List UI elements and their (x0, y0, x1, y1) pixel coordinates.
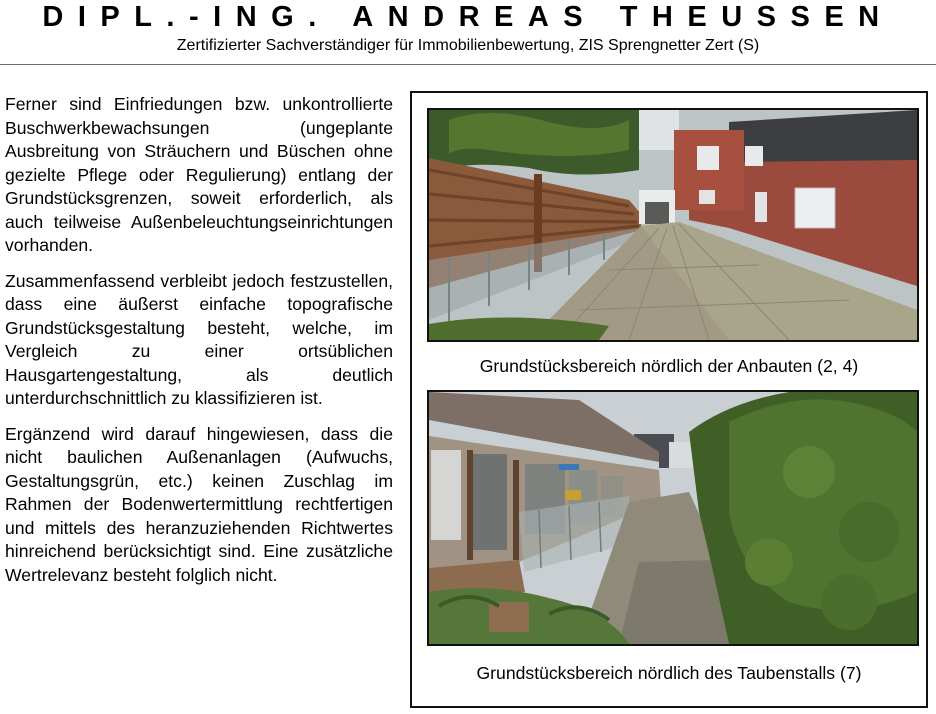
letterhead-name: DIPL.-ING. ANDREAS THEUSSEN (42, 1, 894, 33)
paragraph-3: Ergänzend wird darauf hingewiesen, dass die nicht baulichen Außenanlagen (Aufwuchs, Gestaltungsgrün, etc.) keinen Zuschlag im Rahmen der Bodenwertermittlung rechtfertigen und mittels des heranzuziehenden Richtwertes hinreichend berücksichtigt sind. Eine zusätzliche Wertrelevanz besteht folglich nicht. (5, 423, 393, 585)
letterhead (0, 0, 936, 66)
paragraph-1: Ferner sind Einfriedungen bzw. unkontrollierte Buschwerkbewachsungen (ungeplante Ausbreitung von Sträuchern und Büschen ohne gezielte Pflege oder Regulierung) entlang der Grundstücksgrenzen, soweit erforderlich, als auch teilweise Außenbeleuchtungseinrichtungen vorhanden. (5, 94, 393, 255)
photo-taubenstall (427, 390, 919, 646)
photo-panel (410, 91, 928, 708)
photo-courtyard-anbauten (427, 108, 919, 342)
photo-caption-1: Grundstücksbereich nördlich der Anbauten (2, 4) (479, 356, 859, 376)
body-text (5, 93, 393, 599)
paragraph-2: Zusammenfassend verbleibt jedoch festzustellen, dass eine äußerst einfache topografische Grundstücksgestaltung besteht, welche, im Vergleich zu einer ortsüblichen Hausgartengestaltung, als deutlich unterdurchschnittlich zu klassifizieren ist. (5, 270, 393, 408)
letterhead-subtitle: Zertifizierter Sachverständiger für Immobilienbewertung, ZIS Sprengnetter Zert (S) (176, 37, 760, 54)
photo-caption-2: Grundstücksbereich nördlich des Taubenstalls (7) (476, 663, 862, 683)
letterhead-divider (0, 64, 936, 65)
